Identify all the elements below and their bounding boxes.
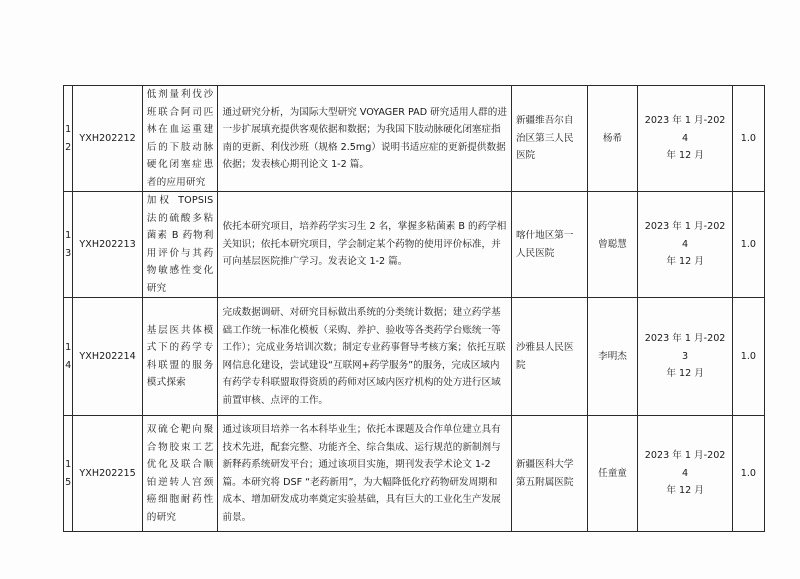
project-period [638,298,732,416]
project-leader: 任童童 [587,416,638,532]
table-row [64,86,765,192]
period-start: 2023 年 1 月-2024 [644,221,726,250]
table-row [64,298,765,416]
project-title: 低剂量利伐沙班联合阿司匹林在血运重建后的下肢动脉硬化闭塞症患者的应用研究 [142,86,218,192]
project-title: 基层医共体模式下的药学专科联盟的服务模式探索 [142,298,218,416]
project-code: YXH202214 [73,298,142,416]
period-end: 年 12 月 [666,368,704,380]
project-leader: 李明杰 [587,298,638,416]
row-index: 13 [64,192,73,298]
period-start: 2023 年 1 月-2024 [644,115,726,144]
project-funding: 1.0 [732,192,764,298]
project-unit: 新疆维吾尔自治区第三人民医院 [511,86,587,192]
project-code: YXH202213 [73,192,142,298]
project-goal: 通过研究分析，为国际大型研究 VOYAGER PAD 研究适用人群的进一步扩展填充提供客观依据和数据；为我国下肢动脉硬化闭塞症指南的更新、利伐沙班（规格 2.5mg）说明书适应症的更新提供数据依据；发表核心期刊论文 1-2 篇。 [218,86,511,192]
project-funding: 1.0 [732,86,764,192]
project-title: 双硫仑靶向聚合物胶束工艺优化及联合顺铂逆转人宫颈癌细胞耐药性的研究 [142,416,218,532]
project-leader: 曾聪慧 [587,192,638,298]
row-index: 12 [64,86,73,192]
project-code: YXH202215 [73,416,142,532]
period-end: 年 12 月 [666,150,704,162]
project-title: 加权 TOPSIS 法的硫酸多粘菌素 B 药物利用评价与其药物敏感性变化研究 [142,192,218,298]
table-row [64,416,765,532]
table-row [64,192,765,298]
project-period [638,416,732,532]
project-goal: 依托本研究项目，培养药学实习生 2 名，掌握多粘菌素 B 的药学相关知识；依托本研究项目，学会制定某个药物的使用评价标准，并可向基层医院推广学习。发表论文 1-2 篇。 [218,192,511,298]
period-end: 年 12 月 [666,256,704,268]
row-index: 14 [64,298,73,416]
project-leader: 杨希 [587,86,638,192]
period-end: 年 12 月 [666,485,704,497]
project-code: YXH202212 [73,86,142,192]
project-unit: 沙雅县人民医院 [511,298,587,416]
period-start: 2023 年 1 月-2024 [644,450,726,479]
project-goal: 通过该项目培养一名本科毕业生；依托本课题及合作单位建立具有技术先进，配套完整、功能齐全、综合集成、运行规范的新制剂与新释药系统研发平台；通过该项目实施，期刊发表学术论文 1-2 篇。本研究将 DSF “老药新用”，为大幅降低化疗药物研发周期和成本、增加研发成功率奠定实验基础，具有巨大的工业化生产发展前景。 [218,416,511,532]
project-table [63,85,765,532]
project-goal: 完成数据调研、对研究目标做出系统的分类统计数据；建立药学基础工作统一标准化模板（采购、养护、验收等各类药学台账统一等工作）；完成业务培训次数；制定专业药事督导考核方案；依托互联网信息化建设，尝试建设“互联网+药学服务”的服务，完成区域内有药学专科联盟取得资质的药师对区域内医疗机构的处方进行区域前置审核、点评的工作。 [218,298,511,416]
project-funding: 1.0 [732,298,764,416]
project-period [638,192,732,298]
project-period [638,86,732,192]
period-start: 2023 年 1 月-2023 [644,333,726,362]
project-unit: 新疆医科大学第五附属医院 [511,416,587,532]
project-unit: 喀什地区第一人民医院 [511,192,587,298]
project-funding: 1.0 [732,416,764,532]
row-index: 15 [64,416,73,532]
